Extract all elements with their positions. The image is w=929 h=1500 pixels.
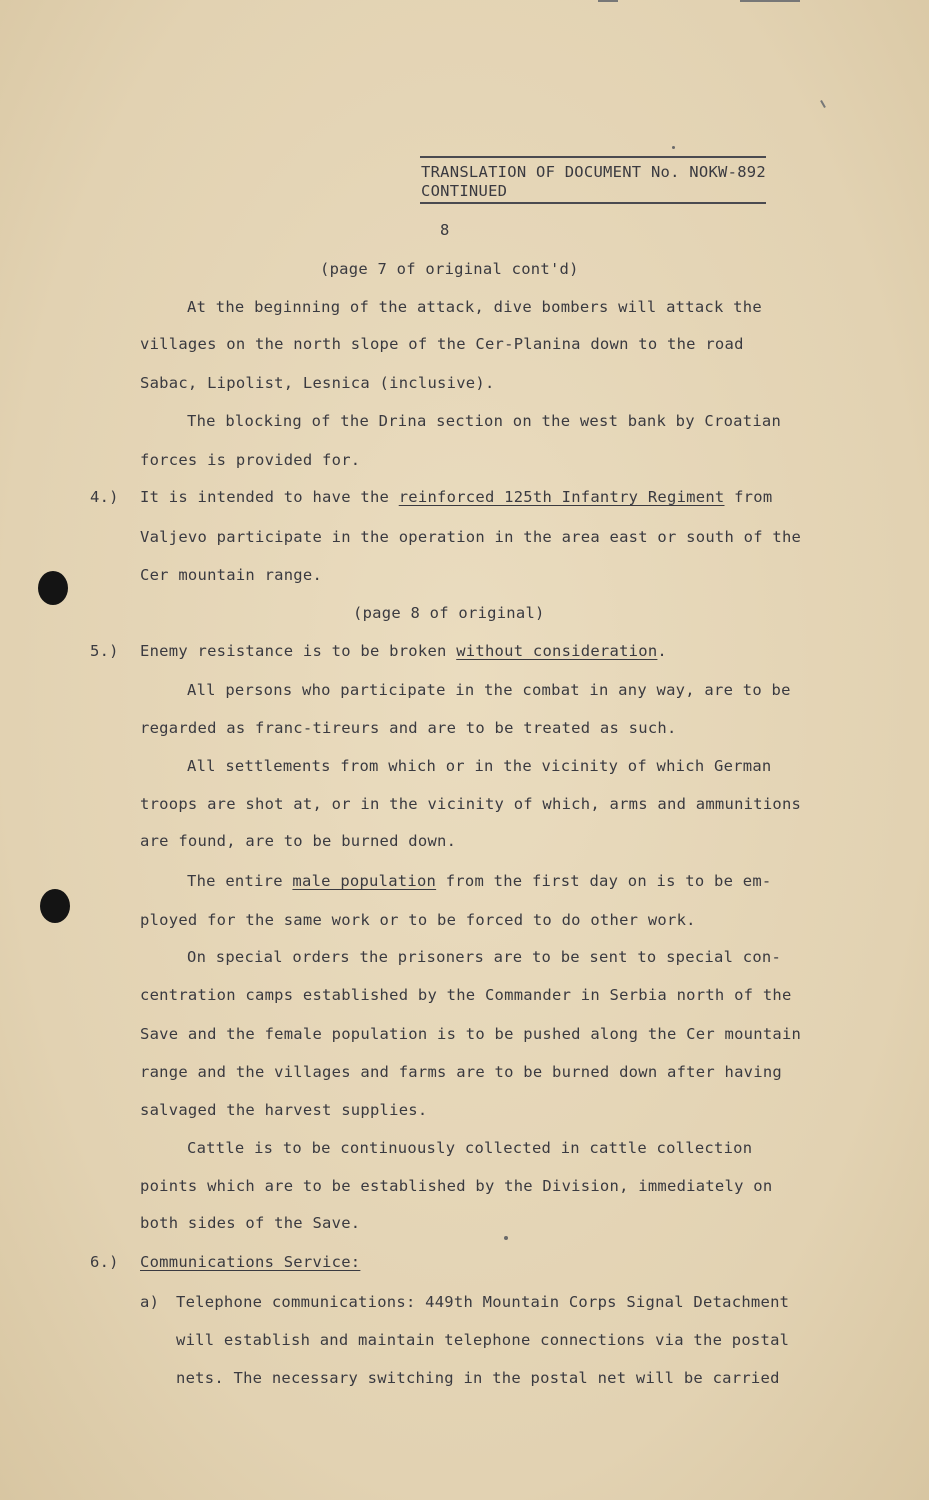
paragraph-number: 5.)	[90, 642, 119, 660]
paragraph-number: 6.)	[90, 1253, 119, 1271]
paper-mark	[820, 100, 826, 108]
text-run: It is intended to have the	[140, 488, 399, 506]
text-line: On special orders the prisoners are to be sent to special con-	[187, 948, 782, 966]
text-line: Cattle is to be continuously collected in cattle collection	[187, 1139, 753, 1157]
paper-mark	[740, 0, 800, 2]
text-run: from	[724, 488, 773, 506]
text-run: .	[657, 642, 668, 660]
text-line: points which are to be established by the Division, immediately on	[140, 1177, 773, 1195]
text-line: ployed for the same work or to be forced to do other work.	[140, 911, 696, 929]
text-line: are found, are to be burned down.	[140, 832, 457, 850]
text-line: forces is provided for.	[140, 451, 361, 469]
text-line: nets. The necessary switching in the postal net will be carried	[176, 1369, 780, 1387]
paper-speck	[672, 146, 675, 149]
page-number: 8	[440, 221, 450, 239]
text-line: will establish and maintain telephone connections via the postal	[176, 1331, 790, 1349]
text-line: regarded as franc-tireurs and are to be treated as such.	[140, 719, 677, 737]
text-line: salvaged the harvest supplies.	[140, 1101, 428, 1119]
text-line	[140, 487, 772, 507]
text-line: villages on the north slope of the Cer-Planina down to the road	[140, 335, 744, 353]
page-reference: (page 7 of original cont'd)	[320, 260, 579, 278]
text-line: Valjevo participate in the operation in the area east or south of the	[140, 528, 802, 546]
section-heading: Communications Service:	[140, 1253, 361, 1271]
text-line: At the beginning of the attack, dive bombers will attack the	[187, 298, 762, 316]
text-line: All settlements from which or in the vicinity of which German	[187, 757, 772, 775]
paper-mark	[598, 0, 618, 2]
punch-hole	[38, 571, 68, 605]
text-line: centration camps established by the Commander in Serbia north of the	[140, 986, 792, 1004]
text-line	[187, 871, 772, 891]
underlined-text: reinforced 125th Infantry Regiment	[398, 488, 725, 506]
text-line: troops are shot at, or in the vicinity of which, arms and ammunitions	[140, 795, 802, 813]
text-line: both sides of the Save.	[140, 1214, 361, 1232]
page-reference: (page 8 of original)	[353, 604, 545, 622]
punch-hole	[40, 889, 70, 923]
paragraph-number: 4.)	[90, 488, 119, 506]
text-line: The blocking of the Drina section on the west bank by Croatian	[187, 412, 782, 430]
text-line: range and the villages and farms are to be burned down after having	[140, 1063, 782, 1081]
text-line	[140, 641, 667, 661]
document-subtitle: CONTINUED	[421, 182, 508, 200]
underlined-text: male population	[292, 872, 437, 890]
text-line: Save and the female population is to be pushed along the Cer mountain	[140, 1025, 802, 1043]
paper-speck	[504, 1236, 508, 1240]
text-run: Enemy resistance is to be broken	[140, 642, 457, 660]
underlined-text: without consideration	[456, 642, 658, 660]
text-line: Telephone communications: 449th Mountain Corps Signal Detachment	[176, 1293, 790, 1311]
text-line: Sabac, Lipolist, Lesnica (inclusive).	[140, 374, 495, 392]
text-run: from the first day on is to be em-	[436, 872, 772, 890]
document-title: TRANSLATION OF DOCUMENT No. NOKW-892	[421, 163, 766, 181]
text-line: All persons who participate in the combat in any way, are to be	[187, 681, 791, 699]
text-line: Cer mountain range.	[140, 566, 323, 584]
subitem-label: a)	[140, 1293, 160, 1311]
text-run: The entire	[187, 872, 293, 890]
